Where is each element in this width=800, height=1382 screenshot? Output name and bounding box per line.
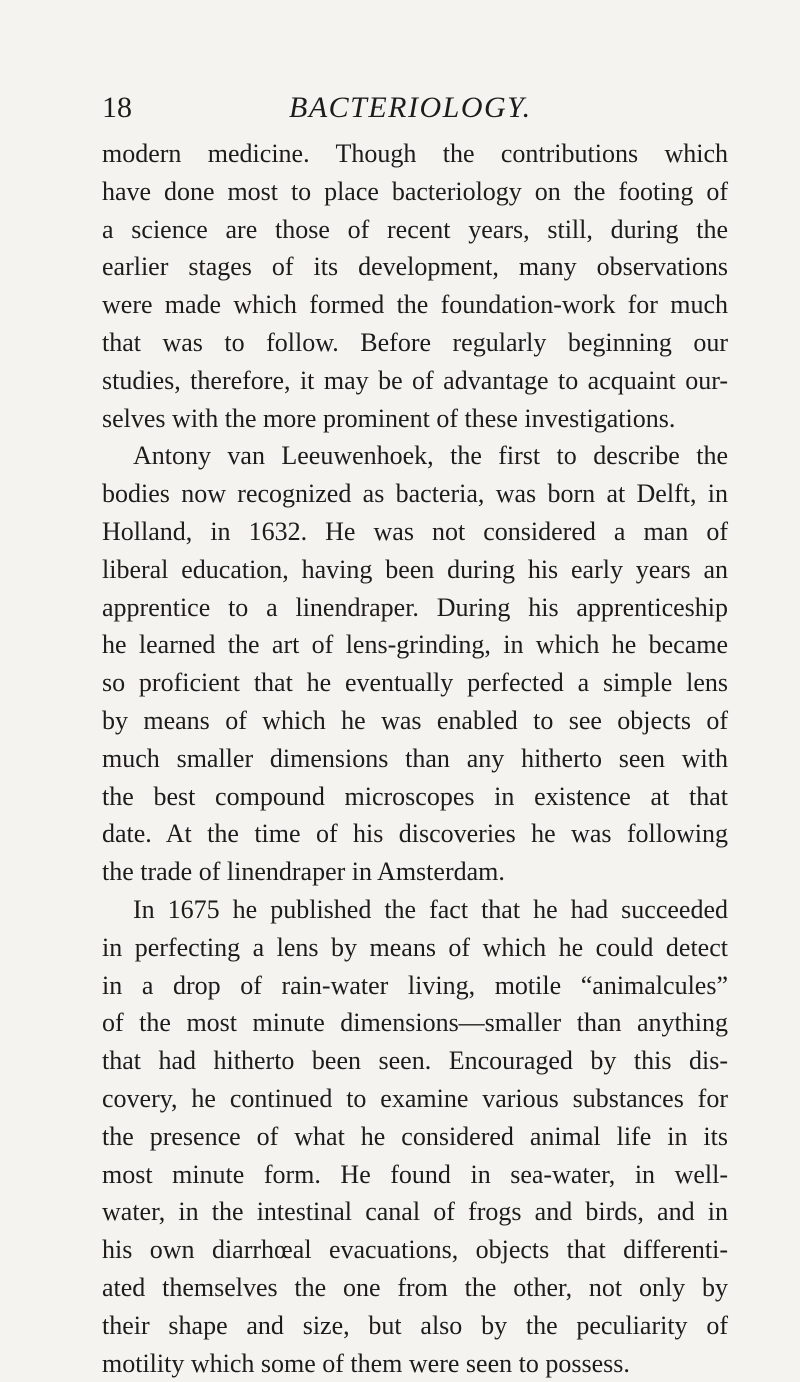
text-line: selves with the more prominent of these investigations. — [102, 400, 728, 438]
text-line: by means of which he was enabled to see objects of — [102, 702, 728, 740]
text-line: the trade of linendraper in Amsterdam. — [102, 853, 728, 891]
text-line: water, in the intestinal canal of frogs and birds, and in — [102, 1193, 728, 1231]
text-line: the presence of what he considered animal life in its — [102, 1118, 728, 1156]
text-line: Holland, in 1632. He was not considered a man of — [102, 513, 728, 551]
text-line: in perfecting a lens by means of which he could detect — [102, 929, 728, 967]
text-line: in a drop of rain-water living, motile “animalcules” — [102, 967, 728, 1005]
text-line: of the most minute dimensions—smaller than anything — [102, 1004, 728, 1042]
text-line: earlier stages of its development, many observations — [102, 248, 728, 286]
text-line: apprentice to a linendraper. During his apprenticeship — [102, 589, 728, 627]
text-line: Antony van Leeuwenhoek, the first to describe the — [102, 437, 728, 475]
text-line: most minute form. He found in sea-water, in well- — [102, 1156, 728, 1194]
text-line: liberal education, having been during his early years an — [102, 551, 728, 589]
running-title: BACTERIOLOGY. — [289, 88, 532, 128]
text-line: bodies now recognized as bacteria, was born at Delft, in — [102, 475, 728, 513]
body-text — [102, 135, 728, 1382]
text-line: his own diarrhœal evacuations, objects that differenti- — [102, 1231, 728, 1269]
text-line: so proficient that he eventually perfected a simple lens — [102, 664, 728, 702]
text-line: he learned the art of lens-grinding, in which he became — [102, 626, 728, 664]
page-number: 18 — [102, 88, 132, 128]
text-line: their shape and size, but also by the peculiarity of — [102, 1307, 728, 1345]
text-line: have done most to place bacteriology on the footing of — [102, 173, 728, 211]
text-line: were made which formed the foundation-work for much — [102, 286, 728, 324]
text-line: a science are those of recent years, still, during the — [102, 211, 728, 249]
text-line: modern medicine. Though the contributions which — [102, 135, 728, 173]
text-line: the best compound microscopes in existence at that — [102, 778, 728, 816]
text-line: In 1675 he published the fact that he had succeeded — [102, 891, 728, 929]
text-line: that was to follow. Before regularly beginning our — [102, 324, 728, 362]
text-line: motility which some of them were seen to possess. — [102, 1345, 728, 1382]
text-line: covery, he continued to examine various substances for — [102, 1080, 728, 1118]
text-line: ated themselves the one from the other, not only by — [102, 1269, 728, 1307]
text-line: much smaller dimensions than any hitherto seen with — [102, 740, 728, 778]
text-line: that had hitherto been seen. Encouraged by this dis- — [102, 1042, 728, 1080]
running-head — [0, 88, 800, 128]
text-line: date. At the time of his discoveries he was following — [102, 815, 728, 853]
text-line: studies, therefore, it may be of advantage to acquaint our- — [102, 362, 728, 400]
